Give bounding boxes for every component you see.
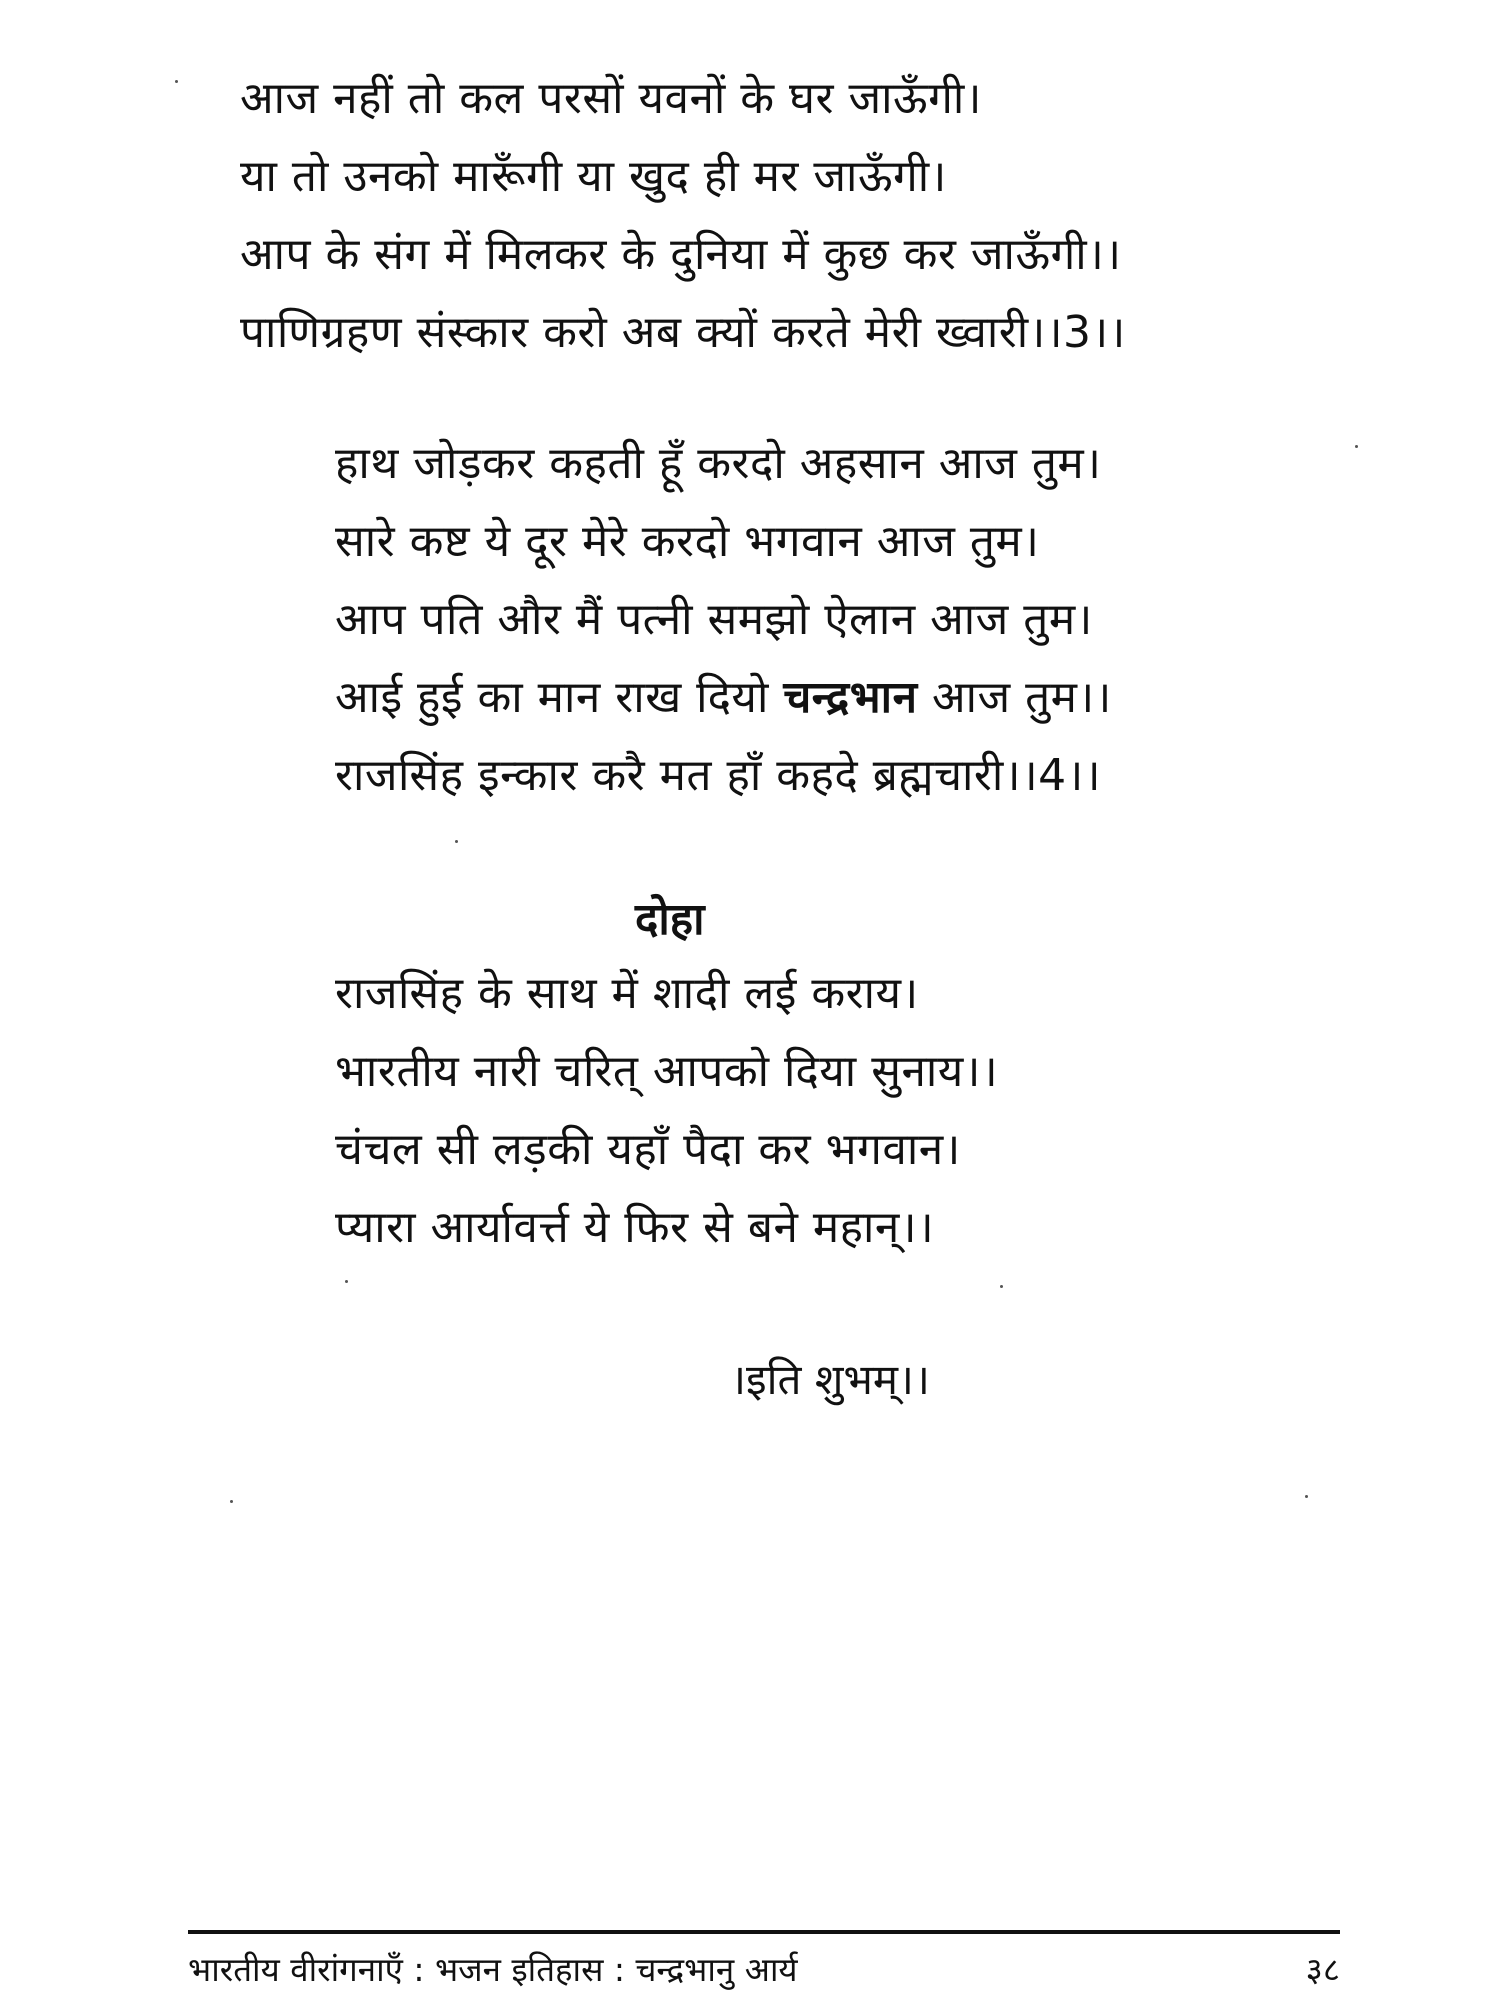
author-name: चन्द्रभान bbox=[783, 672, 918, 723]
doha-line: राजसिंह के साथ में शादी लई कराय। bbox=[335, 968, 919, 1019]
scan-speck bbox=[230, 1500, 233, 1503]
verse-line-prefix: आई हुई का मान राख दियो bbox=[335, 672, 784, 723]
verse-line-suffix: आज तुम।। bbox=[917, 672, 1112, 723]
scan-speck bbox=[455, 840, 458, 843]
doha-title: दोहा bbox=[635, 894, 705, 945]
scan-speck bbox=[345, 1280, 348, 1283]
verse-line-with-author bbox=[335, 659, 1500, 737]
doha-line: प्यारा आर्यावर्त्त ये फिर से बने महान्।। bbox=[335, 1202, 935, 1253]
verse-line: पाणिग्रहण संस्कार करो अब क्यों करते मेरी ख्वारी।।3।। bbox=[240, 307, 1126, 358]
stanza-3 bbox=[240, 60, 1420, 372]
verse-line: आज नहीं तो कल परसों यवनों के घर जाऊँगी। bbox=[240, 73, 982, 124]
footer-divider bbox=[188, 1930, 1340, 1934]
doha-line: चंचल सी लड़की यहाँ पैदा कर भगवान। bbox=[335, 1124, 961, 1175]
scan-speck bbox=[1000, 1285, 1003, 1288]
scan-speck bbox=[1355, 445, 1358, 448]
closing-benediction: ।इति शुभम्।। bbox=[730, 1355, 930, 1404]
doha-line: भारतीय नारी चरित् आपको दिया सुनाय।। bbox=[335, 1046, 999, 1097]
scan-speck bbox=[1305, 1495, 1308, 1498]
scan-speck bbox=[175, 80, 178, 83]
verse-line: आप के संग में मिलकर के दुनिया में कुछ कर जाऊँगी।। bbox=[240, 229, 1122, 280]
page-number: ३८ bbox=[1305, 1950, 1340, 1989]
verse-line: राजसिंह इन्कार करै मत हाँ कहदे ब्रह्मचारी।।4।। bbox=[335, 750, 1102, 801]
stanza-4 bbox=[335, 425, 1500, 815]
verse-line: हाथ जोड़कर कहती हूँ करदो अहसान आज तुम। bbox=[335, 438, 1102, 489]
verse-line: या तो उनको मारूँगी या खुद ही मर जाऊँगी। bbox=[240, 151, 947, 202]
doha-section bbox=[335, 885, 1500, 1267]
footer-book-title: भारतीय वीरांगनाएँ : भजन इतिहास : चन्द्रभानु आर्य bbox=[188, 1950, 798, 1989]
verse-line: सारे कष्ट ये दूर मेरे करदो भगवान आज तुम। bbox=[335, 516, 1040, 567]
verse-line: आप पति और मैं पत्नी समझो ऐलान आज तुम। bbox=[335, 594, 1093, 645]
